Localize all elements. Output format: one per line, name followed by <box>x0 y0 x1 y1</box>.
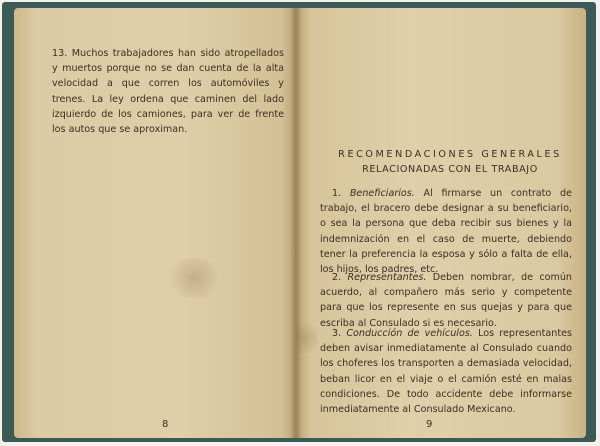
item-title: Conducción de vehículos. <box>346 328 473 339</box>
page-number-right: 9 <box>426 419 433 430</box>
heading-line-1: RECOMENDACIONES GENERALES <box>338 149 562 160</box>
item-representantes <box>320 270 572 331</box>
item-13-text: 13. Muchos trabajadores han sido atropellados y muertos porque no se dan cuenta de la alta velocidad a que corren los automóviles y trenes. La ley ordena que caminen del lado izquierdo de los camiones, para ver de frente los autos que se aproximan. <box>52 48 284 136</box>
item-number: 2. <box>332 272 342 283</box>
item-conduccion-vehiculos <box>320 326 572 417</box>
item-body: Al firmarse un contrato de trabajo, el bracero debe designar a su beneficiario, o sea la persona que deba recibir sus bienes y la indemnización en el caso de muerte, debiendo tener la preferencia la esposa y sólo a falta de ella, los hijos, los padres, etc. <box>320 188 572 276</box>
book-gutter <box>290 8 302 438</box>
item-title: Beneficiarios. <box>349 188 415 199</box>
item-body: Deben nombrar, de común acuerdo, al compañero más serio y competente para que los represente en sus quejas y para que escriba al Consulado si es necesario. <box>320 272 572 329</box>
item-title: Representantes. <box>347 272 427 283</box>
item-body: Los representantes deben avisar inmediatamente al Consulado cuando los choferes los transporten a demasiada velocidad, beban licor en el viaje o el camión esté en malas condiciones. De todo accidente debe informarse inmediatamente al Consulado Mexicano. <box>320 328 572 416</box>
section-heading <box>320 148 580 177</box>
booklet <box>2 2 596 442</box>
paper-stain <box>164 258 224 298</box>
item-beneficiarios <box>320 186 572 277</box>
item-number: 1. <box>332 188 342 199</box>
item-number: 3. <box>332 328 342 339</box>
page-number-left: 8 <box>162 419 169 430</box>
left-page <box>14 8 296 438</box>
right-page <box>296 8 586 438</box>
heading-line-2: RELACIONADAS CON EL TRABAJO <box>362 164 538 175</box>
